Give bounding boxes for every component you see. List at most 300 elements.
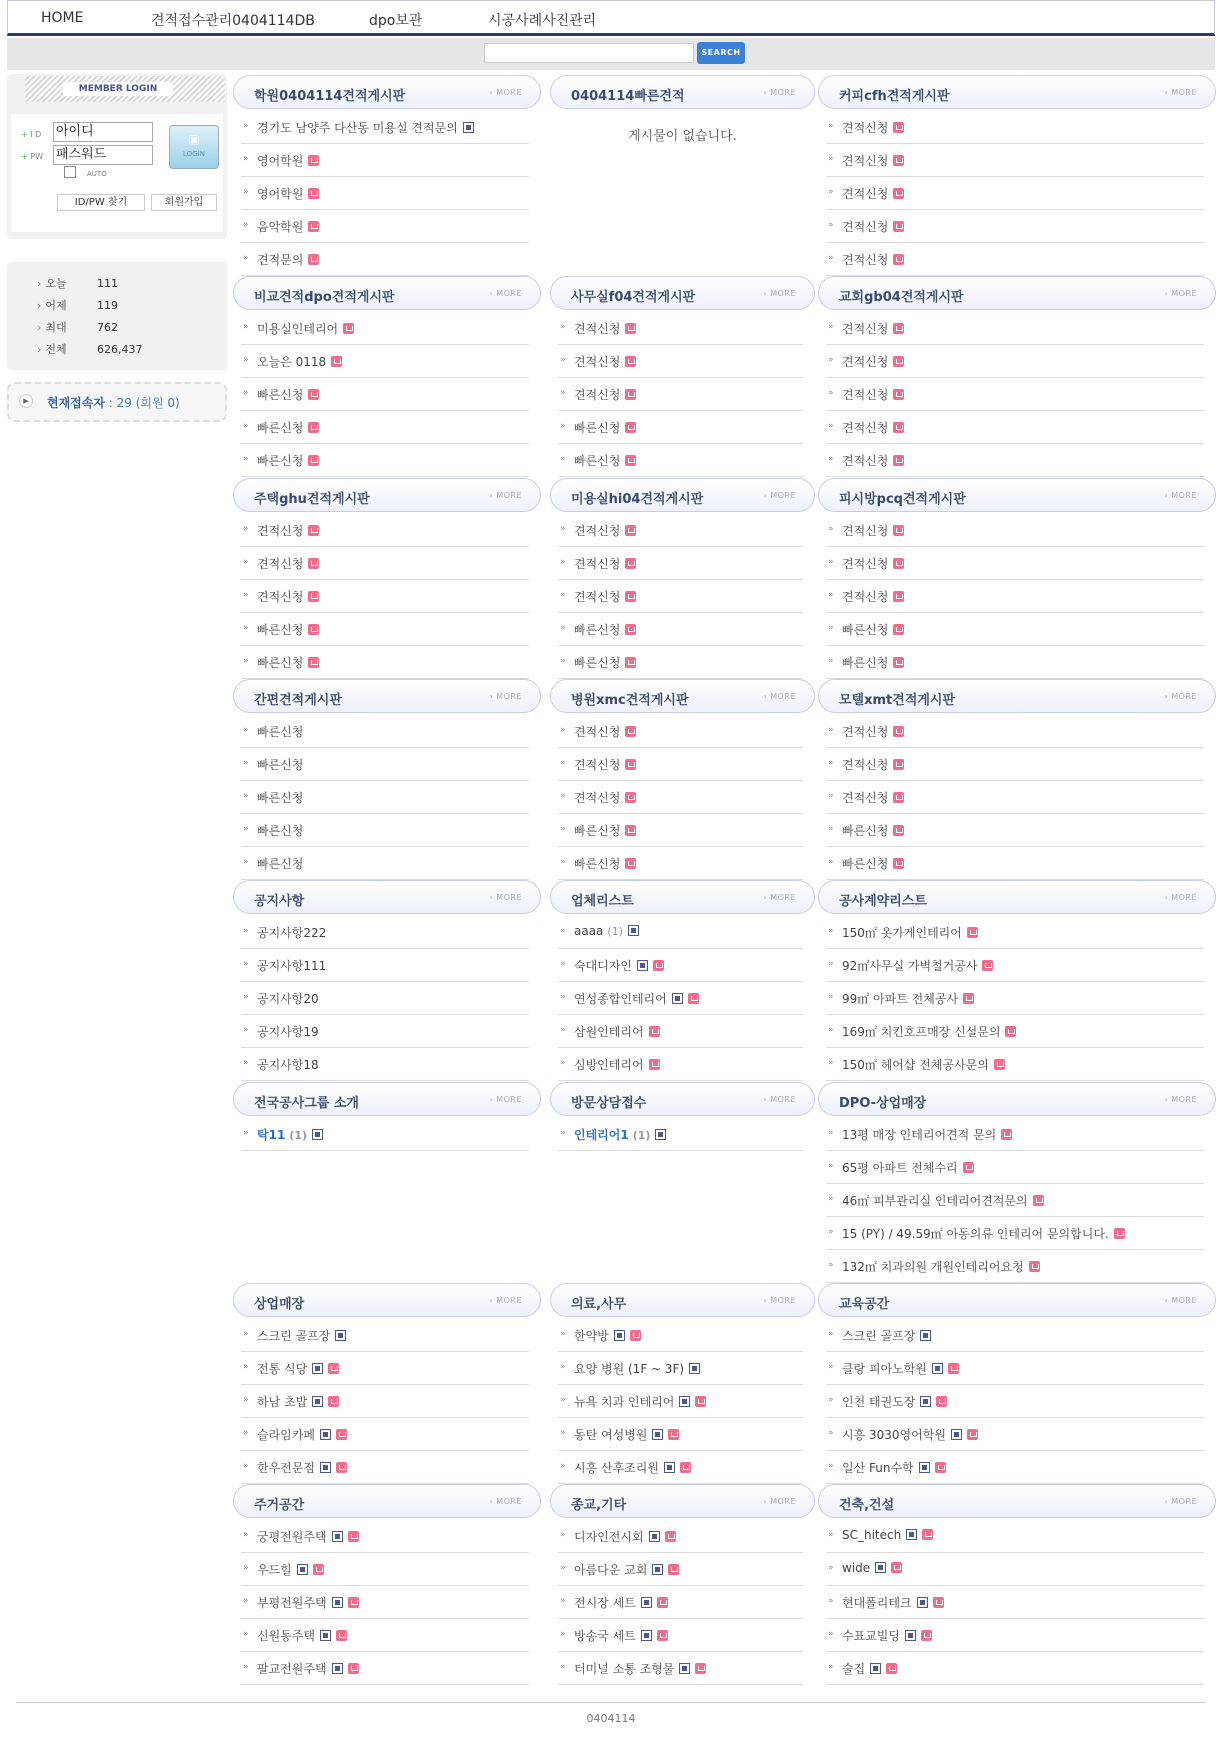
item-title[interactable]: 92㎡사무실 가벽철거공사 — [842, 959, 978, 973]
board-title[interactable]: 주택ghu견적게시판 — [254, 492, 370, 507]
item-title[interactable]: 미용실인테리어 — [257, 322, 339, 336]
item-title[interactable]: 탁11 — [257, 1128, 286, 1142]
board-title[interactable]: 공사계약리스트 — [839, 894, 927, 909]
item-title[interactable]: 공지사항20 — [257, 992, 319, 1006]
list-item[interactable] — [241, 646, 529, 679]
item-title[interactable]: 스크린 골프장 — [842, 1329, 916, 1343]
more-link[interactable]: › MORE — [489, 1095, 522, 1104]
list-item[interactable] — [826, 345, 1204, 378]
board-title[interactable]: 교육공간 — [839, 1297, 890, 1312]
list-item[interactable] — [826, 748, 1204, 781]
board-title[interactable]: 0404114빠른견적 — [571, 89, 685, 104]
list-item[interactable] — [826, 580, 1204, 613]
item-title[interactable]: 견적신청 — [257, 524, 304, 538]
bullet-icon: » — [828, 1227, 834, 1237]
board-header — [550, 1283, 815, 1317]
item-title[interactable]: 빠른신청 — [842, 623, 889, 637]
item-title[interactable]: 견적신청 — [257, 590, 304, 604]
more-link[interactable]: › MORE — [489, 289, 522, 298]
list-item[interactable] — [826, 1520, 1204, 1553]
board-title[interactable]: 병원xmc견적게시판 — [571, 693, 689, 708]
list-item[interactable] — [826, 243, 1204, 276]
list-item[interactable] — [826, 613, 1204, 646]
item-title[interactable]: 동탄 여성병원 — [574, 1428, 648, 1442]
bullet-icon: » — [243, 1362, 249, 1372]
search-input[interactable] — [484, 43, 694, 63]
item-title[interactable]: 견적신청 — [574, 524, 621, 538]
more-link[interactable]: › MORE — [1164, 491, 1197, 500]
list-item[interactable] — [826, 949, 1204, 982]
item-title[interactable]: 견적신청 — [842, 590, 889, 604]
item-title[interactable]: 클랑 피아노학원 — [842, 1362, 927, 1376]
list-item[interactable] — [558, 1652, 803, 1685]
item-title[interactable]: 견적신청 — [574, 322, 621, 336]
item-title[interactable]: 견적신청 — [574, 388, 621, 402]
list-item[interactable] — [241, 378, 529, 411]
item-title[interactable]: 견적신청 — [257, 557, 304, 571]
list-item[interactable] — [826, 547, 1204, 580]
item-title[interactable]: 경기도 남양주 다산동 미용실 견적문의 — [257, 121, 458, 135]
item-title[interactable]: 빠른신청 — [574, 454, 621, 468]
list-item[interactable] — [241, 177, 529, 210]
more-link[interactable]: › MORE — [1164, 1095, 1197, 1104]
board-panel — [233, 1082, 541, 1282]
list-item[interactable] — [826, 1451, 1204, 1484]
list-item[interactable] — [826, 1048, 1204, 1081]
more-link[interactable]: › MORE — [1164, 1497, 1197, 1506]
list-item[interactable] — [241, 748, 529, 781]
list-item[interactable] — [241, 916, 529, 949]
item-title[interactable]: 견적신청 — [574, 557, 621, 571]
list-item[interactable] — [241, 210, 529, 243]
list-item[interactable] — [558, 444, 803, 477]
item-title[interactable]: 연성종합인테리어 — [574, 992, 667, 1006]
item-title[interactable]: 영어학원 — [257, 154, 304, 168]
more-link[interactable]: › MORE — [489, 893, 522, 902]
item-title[interactable]: 견적신청 — [842, 388, 889, 402]
item-title[interactable]: 공지사항222 — [257, 926, 327, 940]
list-item[interactable] — [241, 1385, 529, 1418]
list-item[interactable] — [558, 1553, 803, 1586]
list-item[interactable] — [558, 748, 803, 781]
list-item[interactable] — [558, 514, 803, 547]
list-item[interactable] — [826, 378, 1204, 411]
join-button[interactable]: 회원가입 — [151, 194, 217, 211]
list-item[interactable] — [558, 1586, 803, 1619]
list-item[interactable] — [558, 847, 803, 880]
new-icon — [893, 858, 904, 869]
more-link[interactable]: › MORE — [763, 491, 796, 500]
list-item[interactable] — [558, 916, 803, 949]
item-title[interactable]: 오늘은 0118 — [257, 355, 327, 369]
list-item[interactable] — [558, 1118, 803, 1151]
item-title[interactable]: 술집 — [842, 1662, 866, 1676]
list-item[interactable] — [241, 1451, 529, 1484]
list-item[interactable] — [558, 1418, 803, 1451]
item-title[interactable]: 하남 초밥 — [257, 1395, 308, 1409]
item-title[interactable]: 아름다운 교회 — [574, 1563, 648, 1577]
item-title[interactable]: 65평 아파트 전체수리 — [842, 1161, 958, 1175]
item-title[interactable]: SC_hitech — [842, 1528, 902, 1542]
more-link[interactable]: › MORE — [763, 1497, 796, 1506]
item-title[interactable]: 46㎡ 피부관리실 인테리어견적문의 — [842, 1194, 1028, 1208]
item-title[interactable]: 빠른신청 — [257, 421, 304, 435]
item-title[interactable]: 견적신청 — [574, 355, 621, 369]
board-header — [233, 75, 541, 109]
list-item[interactable] — [241, 814, 529, 847]
file-icon — [463, 122, 474, 133]
item-title[interactable]: 견적신청 — [842, 758, 889, 772]
item-title[interactable]: 우드힐 — [257, 1563, 292, 1577]
item-title[interactable]: 빠른신청 — [257, 623, 304, 637]
item-title[interactable]: 궁평전원주택 — [257, 1530, 327, 1544]
item-title[interactable]: 공지사항18 — [257, 1058, 319, 1072]
item-title[interactable]: 132㎡ 치과의원 개원인테리어요청 — [842, 1260, 1024, 1274]
list-item[interactable] — [241, 1652, 529, 1685]
item-title[interactable]: 빠른신청 — [842, 824, 889, 838]
list-item[interactable] — [241, 345, 529, 378]
item-title[interactable]: 견적신청 — [842, 454, 889, 468]
list-item[interactable] — [826, 177, 1204, 210]
footer-divider — [16, 1702, 1206, 1703]
list-item[interactable] — [558, 715, 803, 748]
more-link[interactable]: › MORE — [763, 88, 796, 97]
item-title[interactable]: 팔교전원주택 — [257, 1662, 327, 1676]
board-title[interactable]: 방문상담접수 — [571, 1096, 647, 1111]
list-item[interactable] — [826, 1352, 1204, 1385]
list-item[interactable] — [826, 1118, 1204, 1151]
item-title[interactable]: 뉴욕 치과 인테리어 — [574, 1395, 675, 1409]
list-item[interactable] — [241, 949, 529, 982]
more-link[interactable]: › MORE — [489, 1296, 522, 1305]
item-title[interactable]: wide — [842, 1561, 871, 1575]
more-link[interactable]: › MORE — [1164, 893, 1197, 902]
top-nav — [7, 0, 1215, 36]
item-title[interactable]: 신원동주택 — [257, 1629, 315, 1643]
more-link[interactable]: › MORE — [763, 692, 796, 701]
more-link[interactable]: › MORE — [763, 1296, 796, 1305]
board-title[interactable]: 간편견적게시판 — [254, 693, 342, 708]
board-header — [818, 1283, 1216, 1317]
new-icon — [893, 155, 904, 166]
item-title[interactable]: 빠른신청 — [257, 857, 304, 871]
list-item[interactable] — [241, 514, 529, 547]
item-title[interactable]: 영어학원 — [257, 187, 304, 201]
list-item[interactable] — [826, 1184, 1204, 1217]
item-title[interactable]: 심방인테리어 — [574, 1058, 644, 1072]
item-title[interactable]: 현대폴리테크 — [842, 1596, 912, 1610]
nav-home[interactable]: HOME — [41, 10, 84, 26]
list-item[interactable] — [241, 1418, 529, 1451]
new-icon — [1029, 1261, 1040, 1272]
board-title[interactable]: 의료,사무 — [571, 1297, 627, 1312]
item-title[interactable]: 빠른신청 — [257, 388, 304, 402]
item-title[interactable]: aaaa — [574, 924, 604, 938]
new-icon — [893, 422, 904, 433]
list-item[interactable] — [826, 847, 1204, 880]
list-item[interactable] — [241, 982, 529, 1015]
item-title[interactable]: 견적신청 — [842, 154, 889, 168]
item-title[interactable]: 견적신청 — [842, 355, 889, 369]
item-title[interactable]: 빠른신청 — [574, 857, 621, 871]
list-item[interactable] — [241, 111, 529, 144]
list-item[interactable] — [826, 111, 1204, 144]
list-item[interactable] — [558, 378, 803, 411]
board-title[interactable]: 종교,기타 — [571, 1498, 627, 1513]
list-item[interactable] — [826, 1553, 1204, 1586]
item-title[interactable]: 169㎡ 치킨호프매장 신설문의 — [842, 1025, 1001, 1039]
item-title[interactable]: 견적신청 — [842, 421, 889, 435]
more-link[interactable]: › MORE — [489, 692, 522, 701]
list-item[interactable] — [826, 814, 1204, 847]
file-icon — [679, 1396, 690, 1407]
more-link[interactable]: › MORE — [1164, 692, 1197, 701]
list-item[interactable] — [826, 1586, 1204, 1619]
list-item[interactable] — [826, 1217, 1204, 1250]
board-title[interactable]: 학원0404114견적게시판 — [254, 89, 406, 104]
item-title[interactable]: 스크린 골프장 — [257, 1329, 331, 1343]
item-title[interactable]: 99㎡ 아파트 전체공사 — [842, 992, 959, 1006]
list-item[interactable] — [558, 1520, 803, 1553]
item-title[interactable]: 전시장 세트 — [574, 1596, 636, 1610]
list-item[interactable] — [826, 781, 1204, 814]
nav-photo-manage[interactable]: 시공사례사진관리 — [488, 13, 597, 29]
more-link[interactable]: › MORE — [1164, 88, 1197, 97]
more-link[interactable]: › MORE — [763, 289, 796, 298]
list-item[interactable] — [558, 1015, 803, 1048]
item-title[interactable]: 견적신청 — [842, 121, 889, 135]
list-item[interactable] — [558, 411, 803, 444]
list-item[interactable] — [558, 814, 803, 847]
list-item[interactable] — [558, 547, 803, 580]
item-title[interactable]: 빠른신청 — [257, 656, 304, 670]
search-button[interactable]: SEARCH — [697, 42, 745, 64]
board-title[interactable]: 피시방pcq견적게시판 — [839, 492, 966, 507]
list-item[interactable] — [558, 1385, 803, 1418]
more-link[interactable]: › MORE — [763, 893, 796, 902]
item-title[interactable]: 빠른신청 — [257, 824, 304, 838]
item-title[interactable]: 빠른신청 — [574, 656, 621, 670]
login-button[interactable]: ▣ LOGIN — [169, 125, 219, 169]
item-title[interactable]: 견적신청 — [842, 791, 889, 805]
list-item[interactable] — [241, 1520, 529, 1553]
board-title[interactable]: 사무실f04견적게시판 — [571, 290, 696, 305]
list-item[interactable] — [241, 613, 529, 646]
list-item[interactable] — [558, 781, 803, 814]
board-title[interactable]: 공지사항 — [254, 894, 305, 909]
item-title[interactable]: 빠른신청 — [257, 758, 304, 772]
item-title[interactable]: 시흥 산후조리원 — [574, 1461, 659, 1475]
list-item[interactable] — [826, 411, 1204, 444]
board-title[interactable]: 주거공간 — [254, 1498, 305, 1513]
board-panel — [233, 478, 541, 678]
item-title[interactable]: 빠른신청 — [574, 824, 621, 838]
item-title[interactable]: 견적신청 — [842, 322, 889, 336]
list-item[interactable] — [558, 1319, 803, 1352]
bullet-icon: » — [828, 1563, 834, 1573]
list-item[interactable] — [558, 613, 803, 646]
item-title[interactable]: 견적신청 — [842, 187, 889, 201]
list-item[interactable] — [826, 1418, 1204, 1451]
comment-count: (1) — [632, 1129, 651, 1142]
more-link[interactable]: › MORE — [489, 491, 522, 500]
pw-input[interactable]: 패스워드 — [53, 145, 153, 165]
board-title[interactable]: 교회gb04견적게시판 — [839, 290, 964, 305]
nav-dpo-archive[interactable]: dpo보관 — [369, 13, 423, 29]
more-link[interactable]: › MORE — [1164, 289, 1197, 298]
list-item[interactable] — [558, 646, 803, 679]
board-title[interactable]: DPO-상업매장 — [839, 1096, 927, 1111]
list-item[interactable] — [826, 1015, 1204, 1048]
list-item[interactable] — [558, 1048, 803, 1081]
item-title[interactable]: 견적신청 — [842, 725, 889, 739]
more-link[interactable]: › MORE — [1164, 1296, 1197, 1305]
new-icon — [625, 389, 636, 400]
item-title[interactable]: 견적신청 — [842, 524, 889, 538]
item-title[interactable]: 부평전원주택 — [257, 1596, 327, 1610]
item-title[interactable]: 삼원인테리어 — [574, 1025, 644, 1039]
list-item[interactable] — [241, 715, 529, 748]
item-title[interactable]: 공지사항111 — [257, 959, 327, 973]
list-item[interactable] — [826, 1151, 1204, 1184]
item-title[interactable]: 15 (PY) / 49.59㎡ 아동의류 인테리어 문의합니다. — [842, 1227, 1109, 1241]
list-item[interactable] — [826, 144, 1204, 177]
list-item[interactable] — [558, 949, 803, 982]
list-item[interactable] — [241, 1586, 529, 1619]
list-item[interactable] — [241, 580, 529, 613]
list-item[interactable] — [826, 1385, 1204, 1418]
item-title[interactable]: 150㎡ 헤어샵 전체공사문의 — [842, 1058, 989, 1072]
list-item[interactable] — [241, 1619, 529, 1652]
list-item[interactable] — [241, 1048, 529, 1081]
item-title[interactable]: 인천 태권도장 — [842, 1395, 916, 1409]
list-item[interactable] — [241, 781, 529, 814]
item-title[interactable]: 공지사항19 — [257, 1025, 319, 1039]
list-item[interactable] — [558, 1451, 803, 1484]
list-item[interactable] — [241, 1553, 529, 1586]
list-item[interactable] — [826, 715, 1204, 748]
board-title[interactable]: 업체리스트 — [571, 894, 634, 909]
item-title[interactable]: 빠른신청 — [257, 454, 304, 468]
list-item[interactable] — [826, 514, 1204, 547]
list-item[interactable] — [241, 312, 529, 345]
find-id-pw-button[interactable]: ID/PW 찾기 — [57, 194, 145, 211]
list-item[interactable] — [241, 1319, 529, 1352]
item-title[interactable]: 견적신청 — [842, 253, 889, 267]
list-item[interactable] — [241, 547, 529, 580]
list-item[interactable] — [826, 1319, 1204, 1352]
auto-login-checkbox[interactable] — [64, 166, 76, 178]
more-link[interactable]: › MORE — [489, 1497, 522, 1506]
list-item[interactable] — [558, 1619, 803, 1652]
board-title[interactable]: 건축,건설 — [839, 1498, 895, 1513]
item-title[interactable]: 빠른신청 — [257, 791, 304, 805]
item-title[interactable]: 13평 매장 인테리어견적 문의 — [842, 1128, 997, 1142]
new-icon — [348, 1531, 359, 1542]
list-item[interactable] — [241, 144, 529, 177]
item-title[interactable]: 빠른신청 — [574, 421, 621, 435]
list-item[interactable] — [241, 1352, 529, 1385]
item-title[interactable]: 시흥 3030영어학원 — [842, 1428, 946, 1442]
board-panel — [818, 1082, 1216, 1282]
more-link[interactable]: › MORE — [489, 88, 522, 97]
list-item[interactable] — [826, 210, 1204, 243]
list-item[interactable] — [826, 1250, 1204, 1283]
item-title[interactable]: 요양 병원 (1F ~ 3F) — [574, 1362, 685, 1376]
item-title[interactable]: 터미널 소통 조형물 — [574, 1662, 675, 1676]
id-input[interactable]: 아이디 — [53, 122, 153, 142]
current-users[interactable] — [7, 382, 227, 422]
list-item[interactable] — [826, 1652, 1204, 1685]
list-item[interactable] — [241, 847, 529, 880]
item-title[interactable]: 견적신청 — [574, 758, 621, 772]
item-title[interactable]: 견적신청 — [574, 590, 621, 604]
item-title[interactable]: 150㎡ 옷가게인테리어 — [842, 926, 962, 940]
item-title[interactable]: 한약방 — [574, 1329, 609, 1343]
item-title[interactable]: 견적신청 — [842, 220, 889, 234]
item-title[interactable]: 한우전문점 — [257, 1461, 315, 1475]
item-title[interactable]: 빠른신청 — [842, 656, 889, 670]
list-item[interactable] — [826, 982, 1204, 1015]
list-item[interactable] — [241, 1015, 529, 1048]
bullet-icon: » — [828, 857, 834, 867]
item-title[interactable]: 견적신청 — [574, 725, 621, 739]
item-title[interactable]: 견적신청 — [842, 557, 889, 571]
board-title[interactable]: 커피cfh견적게시판 — [839, 89, 950, 104]
board-panel — [233, 75, 541, 275]
list-item[interactable] — [826, 1619, 1204, 1652]
item-title[interactable]: 전통 식당 — [257, 1362, 308, 1376]
list-item[interactable] — [558, 312, 803, 345]
item-title[interactable]: 음악학원 — [257, 220, 304, 234]
item-title[interactable]: 수표교빌딩 — [842, 1629, 900, 1643]
list-item[interactable] — [826, 444, 1204, 477]
item-title[interactable]: 빠른신청 — [842, 857, 889, 871]
list-item[interactable] — [241, 411, 529, 444]
item-title[interactable]: 견적문의 — [257, 253, 304, 267]
list-item[interactable] — [241, 1118, 529, 1151]
list-item[interactable] — [826, 916, 1204, 949]
new-icon — [657, 1597, 668, 1608]
board-title[interactable]: 비교견적dpo견적게시판 — [254, 290, 395, 305]
item-title[interactable]: 빠른신청 — [574, 623, 621, 637]
board-title[interactable]: 모텔xmt견적게시판 — [839, 693, 956, 708]
item-title[interactable]: 일산 Fun수학 — [842, 1461, 914, 1475]
list-item[interactable] — [558, 345, 803, 378]
list-item[interactable] — [241, 444, 529, 477]
more-link[interactable]: › MORE — [763, 1095, 796, 1104]
nav-estimate-db[interactable]: 견적접수관리0404114DB — [151, 13, 315, 29]
list-item[interactable] — [826, 646, 1204, 679]
item-title[interactable]: 빠른신청 — [257, 725, 304, 739]
list-item[interactable] — [558, 982, 803, 1015]
item-title[interactable]: 방송국 세트 — [574, 1629, 636, 1643]
board-title[interactable]: 전국공사그룹 소개 — [254, 1096, 359, 1111]
board-panel — [233, 880, 541, 1080]
list-item[interactable] — [826, 312, 1204, 345]
board-title[interactable]: 미용실hi04견적게시판 — [571, 492, 704, 507]
item-title[interactable]: 디자인전시회 — [574, 1530, 644, 1544]
list-item[interactable] — [241, 243, 529, 276]
list-item[interactable] — [558, 580, 803, 613]
item-title[interactable]: 숙대디자인 — [574, 959, 632, 973]
list-item[interactable] — [558, 1352, 803, 1385]
new-icon — [625, 356, 636, 367]
item-title[interactable]: 인테리어1 — [574, 1128, 629, 1142]
item-title[interactable]: 슬라임카페 — [257, 1428, 315, 1442]
item-title[interactable]: 견적신청 — [574, 791, 621, 805]
board-title[interactable]: 상업매장 — [254, 1297, 305, 1312]
